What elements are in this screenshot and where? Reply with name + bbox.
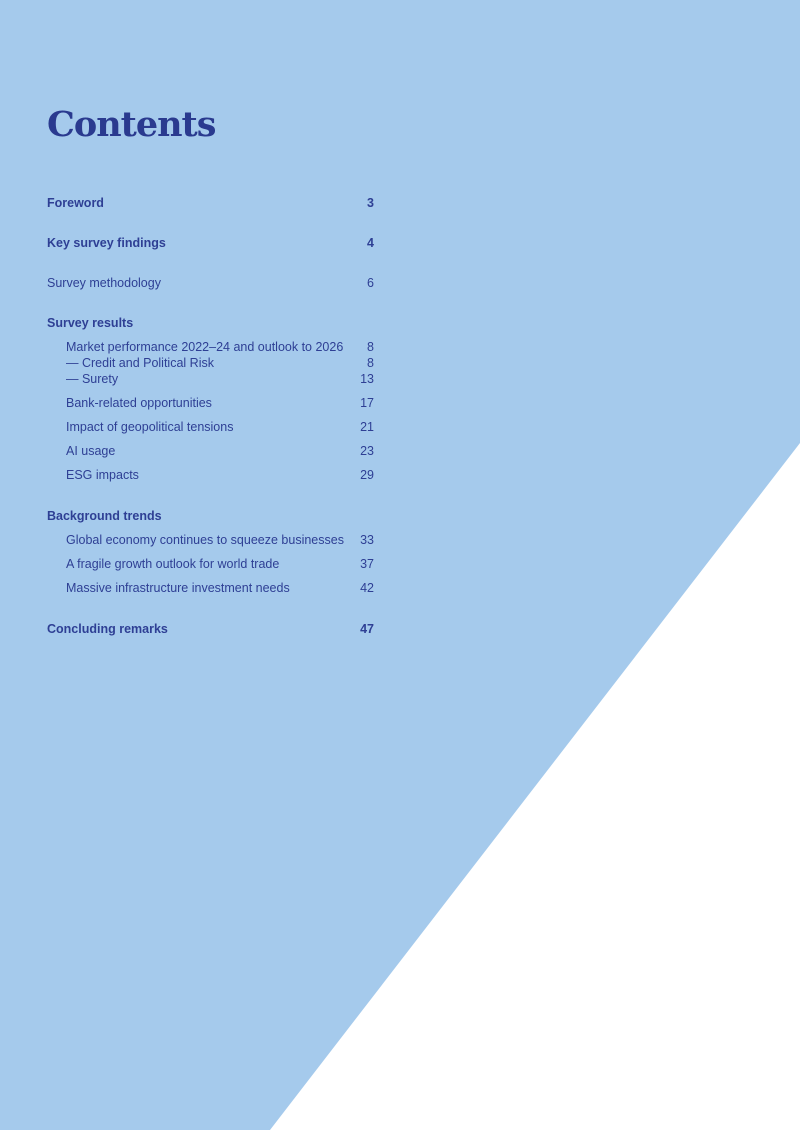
toc-entry-label: A fragile growth outlook for world trade bbox=[66, 557, 280, 571]
toc-entry-label: Global economy continues to squeeze businesses bbox=[66, 533, 344, 547]
page-title: Contents bbox=[47, 104, 216, 145]
toc-entry-label: — Surety bbox=[66, 372, 119, 386]
toc-section-label: Background trends bbox=[47, 509, 162, 523]
toc-entry-foreword[interactable] bbox=[47, 195, 374, 235]
toc-entry-label: Survey methodology bbox=[47, 276, 161, 290]
toc-entry-label: Concluding remarks bbox=[47, 622, 168, 636]
toc-section-label: Survey results bbox=[47, 316, 134, 330]
toc-entry-label: Foreword bbox=[47, 196, 104, 210]
toc-entry-label: — Credit and Political Risk bbox=[66, 356, 214, 370]
toc-entry-label: AI usage bbox=[66, 444, 116, 458]
toc-subentry-esg-impacts[interactable] bbox=[47, 467, 374, 508]
table-of-contents bbox=[47, 195, 374, 661]
toc-entry-page: 23 bbox=[360, 444, 374, 458]
toc-entry-page: 3 bbox=[367, 196, 374, 210]
toc-entry-page: 6 bbox=[367, 276, 374, 290]
toc-subentry-world-trade[interactable] bbox=[47, 556, 374, 580]
toc-subentry-credit-political-risk[interactable] bbox=[47, 355, 374, 371]
toc-entry-page: 8 bbox=[367, 340, 374, 354]
toc-subentry-market-performance[interactable] bbox=[47, 339, 374, 355]
toc-subentry-bank-related-opportunities[interactable] bbox=[47, 395, 374, 419]
toc-entry-page: 8 bbox=[367, 356, 374, 370]
toc-subentry-geopolitical-tensions[interactable] bbox=[47, 419, 374, 443]
toc-entry-page: 21 bbox=[360, 420, 374, 434]
toc-entry-label: Impact of geopolitical tensions bbox=[66, 420, 234, 434]
toc-entry-page: 4 bbox=[367, 236, 374, 250]
toc-subentry-global-economy[interactable] bbox=[47, 532, 374, 556]
toc-entry-key-survey-findings[interactable] bbox=[47, 235, 374, 275]
toc-entry-page: 33 bbox=[360, 533, 374, 547]
toc-entry-page: 29 bbox=[360, 468, 374, 482]
toc-entry-concluding-remarks[interactable] bbox=[47, 621, 374, 661]
toc-entry-page: 37 bbox=[360, 557, 374, 571]
toc-entry-label: Key survey findings bbox=[47, 236, 166, 250]
toc-subentry-surety[interactable] bbox=[47, 371, 374, 395]
toc-entry-page: 17 bbox=[360, 396, 374, 410]
toc-entry-page: 42 bbox=[360, 581, 374, 595]
toc-section-survey-results[interactable] bbox=[47, 315, 374, 339]
toc-entry-label: ESG impacts bbox=[66, 468, 139, 482]
toc-entry-page: 47 bbox=[360, 622, 374, 636]
toc-entry-survey-methodology[interactable] bbox=[47, 275, 374, 315]
toc-entry-page: 13 bbox=[360, 372, 374, 386]
toc-entry-label: Bank-related opportunities bbox=[66, 396, 212, 410]
toc-entry-label: Market performance 2022–24 and outlook to 2026 bbox=[66, 340, 344, 354]
toc-subentry-ai-usage[interactable] bbox=[47, 443, 374, 467]
toc-section-background-trends[interactable] bbox=[47, 508, 374, 532]
toc-entry-label: Massive infrastructure investment needs bbox=[66, 581, 290, 595]
toc-subentry-infrastructure[interactable] bbox=[47, 580, 374, 621]
